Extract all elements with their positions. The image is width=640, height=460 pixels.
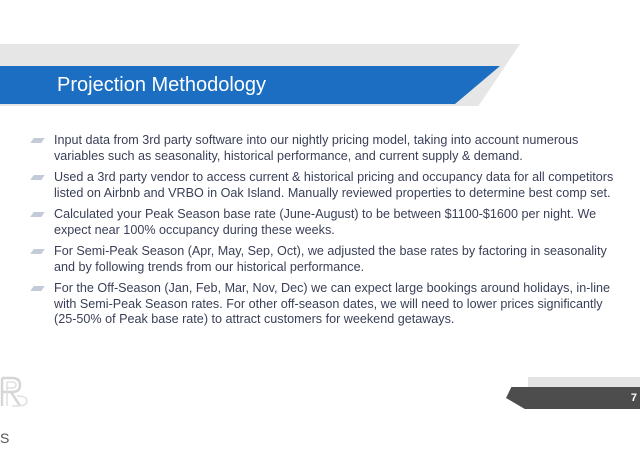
bullet-item: [30, 281, 626, 328]
bullet-item: [30, 170, 626, 201]
bullet-text: Input data from 3rd party software into our nightly pricing model, taking into account numerous variables such as seasonality, historical performance, and current supply & demand.: [54, 133, 579, 163]
bullet-text: For Semi-Peak Season (Apr, May, Sep, Oct), we adjusted the base rates by factoring in seasonality and by following trends from our historical performance.: [54, 244, 607, 274]
company-logo-icon: [0, 374, 30, 410]
bullet-text: Used a 3rd party vendor to access current & historical pricing and occupancy data for all competitors listed on Airbnb and VRBO in Oak Island. Manually reviewed properties to determine best comp set.: [54, 170, 614, 200]
bullet-marker-icon: [30, 249, 45, 254]
slide-title: Projection Methodology: [57, 74, 267, 96]
bullet-item: [30, 207, 626, 238]
bullet-marker-icon: [30, 212, 45, 217]
bullet-marker-icon: [30, 286, 45, 291]
bullet-marker-icon: [30, 175, 45, 180]
bullet-list: [30, 133, 626, 334]
bullet-text: For the Off-Season (Jan, Feb, Mar, Nov, Dec) we can expect large bookings around holidays, in-line with Semi-Peak Season rates. For other off-season dates, we will need to lower prices significantly (25-50% of Peak base rate) to attract customers for weekend getaways.: [54, 281, 611, 326]
edge-letter: S: [0, 430, 10, 446]
bullet-item: [30, 244, 626, 275]
page-number: 7: [630, 392, 637, 404]
page-number-banner: [506, 387, 640, 409]
bullet-text: Calculated your Peak Season base rate (June-August) to be between $1100-$1600 per night. We expect near 100% occupancy during these weeks.: [54, 207, 597, 237]
bullet-item: [30, 133, 626, 164]
bullet-marker-icon: [30, 138, 45, 143]
